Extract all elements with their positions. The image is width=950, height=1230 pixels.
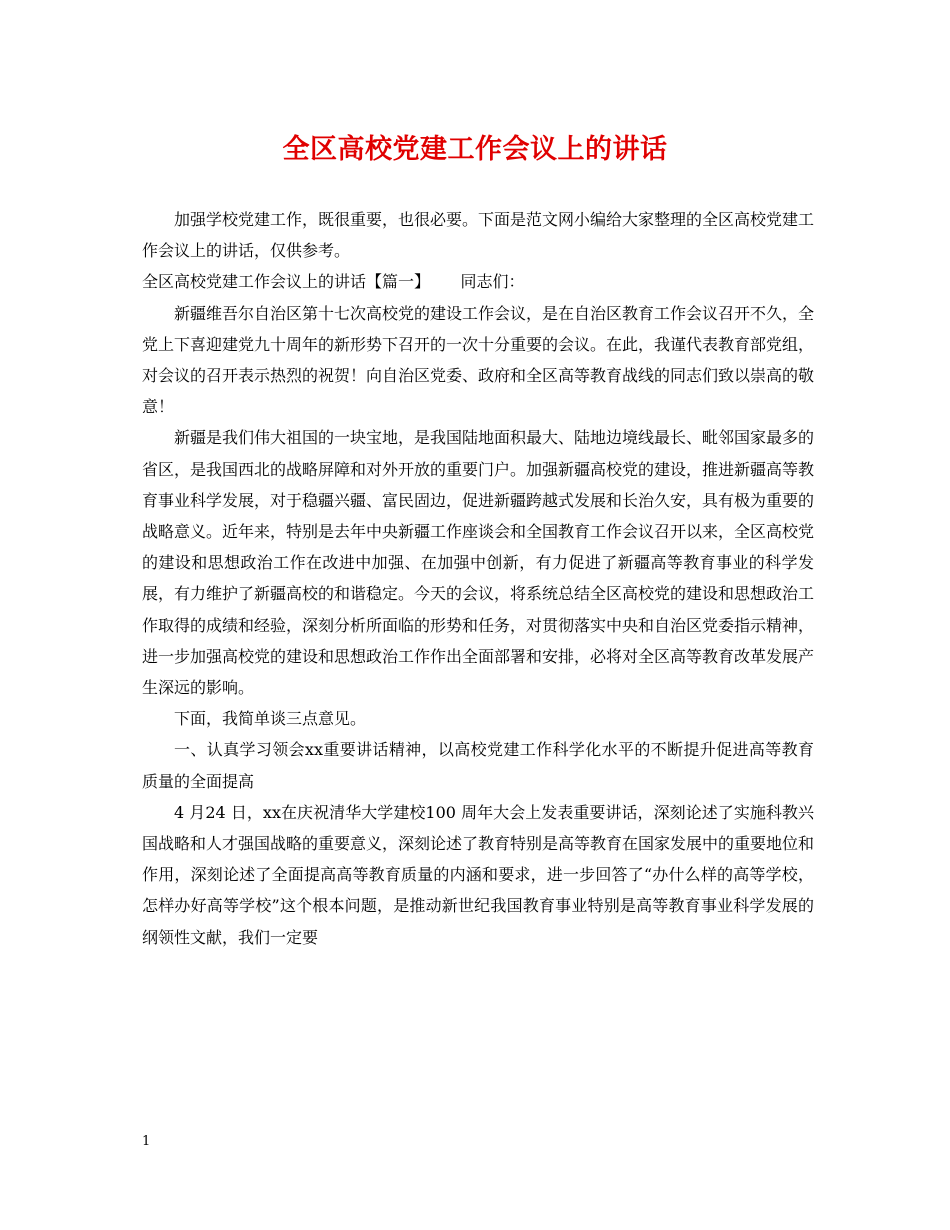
page-number: 1 bbox=[142, 1134, 151, 1149]
document-body bbox=[142, 204, 814, 953]
section-heading-part-one: 全区高校党建工作会议上的讲话【篇一】 同志们： bbox=[142, 272, 525, 292]
paragraph-point-one-heading: 一、认真学习领会xx重要讲话精神，以高校党建工作科学化水平的不断提升促进高等教育质量的全面提高 bbox=[142, 740, 814, 791]
paragraph-three-points: 下面，我简单谈三点意见。 bbox=[174, 709, 367, 729]
paragraph-xinjiang-importance: 新疆是我们伟大祖国的一块宝地，是我国陆地面积最大、陆地边境线最长、毗邻国家最多的省区，是我国西北的战略屏障和对外开放的重要门户。加强新疆高校党的建设，推进新疆高等教育事业科学发展，对于稳疆兴疆、富民固边，促进新疆跨越式发展和长治久安，具有极为重要的战略意义。近年来，特别是去年中央新疆工作座谈会和全国教育工作会议召开以来，全区高校党的建设和思想政治工作在改进中加强、在加强中创新，有力促进了新疆高等教育事业的科学发展，有力维护了新疆高校的和谐稳定。今天的会议，将系统总结全区高校党的建设和思想政治工作取得的成绩和经验，深刻分析所面临的形势和任务，对贯彻落实中央和自治区党委指示精神，进一步加强高校党的建设和思想政治工作作出全面部署和安排，必将对全区高等教育改革发展产生深远的影响。 bbox=[142, 428, 815, 698]
paragraph-intro: 加强学校党建工作，既很重要，也很必要。下面是范文网小编给大家整理的全区高校党建工作会议上的讲话，仅供参考。 bbox=[142, 210, 815, 261]
document-title: 全区高校党建工作会议上的讲话 bbox=[282, 134, 668, 165]
paragraph-april-speech: 4 月24 日，xx在庆祝清华大学建校100 周年大会上发表重要讲话，深刻论述了实施科教兴国战略和人才强国战略的重要意义，深刻论述了教育特别是高等教育在国家发展中的重要地位和作用，深刻论述了全面提高高等教育质量的内涵和要求，进一步回答了“办什么样的高等学校，怎样办好高等学校”这个根本问题，是推动新世纪我国教育事业特别是高等教育事业科学发展的纲领性文献，我们一定要 bbox=[142, 802, 815, 947]
paragraph-meeting-opening: 新疆维吾尔自治区第十七次高校党的建设工作会议，是在自治区教育工作会议召开不久，全党上下喜迎建党九十周年的新形势下召开的一次十分重要的会议。在此，我谨代表教育部党组，对会议的召开表示热烈的祝贺！向自治区党委、政府和全区高等教育战线的同志们致以崇高的敬意！ bbox=[142, 303, 815, 417]
